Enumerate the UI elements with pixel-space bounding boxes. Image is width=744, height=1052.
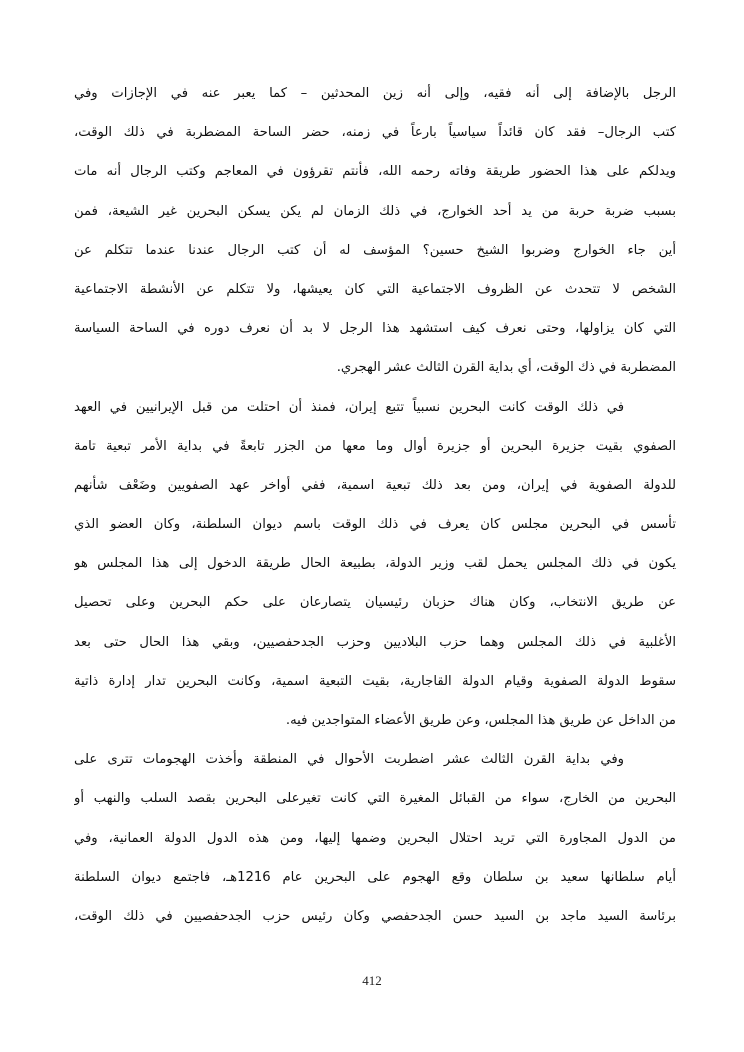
paragraph-start-line: وفي بداية القرن الثالث عشر اضطربت الأحوال في المنطقة وأخذت الهجومات تترى على [74, 752, 624, 768]
page-number: 412 [362, 973, 382, 988]
text-line: الصفوي بقيت جزيرة البحرين أو جزيرة أوال وما معها من الجزر تابعةً في بداية الأمر تبعية تامة [74, 438, 676, 454]
text-line: بسبب ضربة حربة من يد أحد الخوارج، في ذلك الزمان لم يكن يسكن البحرين غير الشيعة، فمن [74, 203, 676, 219]
text-line: ويدلكم على هذا الحضور طريقة وفاته رحمه الله، فأنتم تقرؤون في المعاجم وكتب الرجال أنه مات [74, 164, 676, 180]
paragraph-start-line: في ذلك الوقت كانت البحرين نسبياً تتبع إيران، فمنذ أن احتلت من قبل الإيرانيين في العهد [74, 399, 624, 415]
text-line: سقوط الدولة الصفوية وقيام الدولة القاجارية، بقيت التبعية اسمية، وكانت البحرين تدار إدارة ذاتية [74, 673, 676, 689]
text-line: تأسس في البحرين مجلس كان يعرف في ذلك الوقت باسم ديوان السلطنة، وكان العضو الذي [74, 517, 676, 533]
text-line: أيام سلطانها سعيد بن سلطان وقع الهجوم على البحرين عام 1216هـ، فاجتمع ديوان السلطنة [74, 869, 676, 885]
text-line: التي كان يزاولها، وحتى نعرف كيف استشهد هذا الرجل لا بد أن نعرف دوره في الساحة السياسة [74, 321, 676, 337]
text-line: الأغلبية في ذلك المجلس وهما حزب البلاديين وحزب الجدحفصيين، وبقي هذا الحال حتى بعد [74, 634, 676, 650]
text-line: المضطربة في ذك الوقت، أي بداية القرن الثالث عشر الهجري. [336, 360, 676, 376]
text-line: الشخص لا تتحدث عن الظروف الاجتماعية التي كان يعيشها، ولا تتكلم عن الأنشطة الاجتماعية [74, 281, 676, 297]
text-line: أين جاء الخوارج وضربوا الشيخ حسين؟ المؤسف له أن كتب الرجال عندنا عندما تتكلم عن [74, 242, 676, 258]
text-line: عن طريق الانتخاب، وكان هناك حزبان رئيسيان يتصارعان على حكم البحرين وعلى تحصيل [74, 595, 676, 611]
text-line: البحرين من الخارج، سواء من القبائل المغيرة التي كانت تغيرعلى البحرين بقصد السلب والنهب أو [74, 791, 676, 807]
text-line: يكون في ذلك المجلس يحمل لقب وزير الدولة، بطبيعة الحال طريقة الدخول إلى هذا المجلس هو [74, 556, 676, 572]
text-line: للدولة الصفوية في إيران، ومن بعد ذلك تبعية اسمية، ففي أواخر عهد الصفويين وضَعْف شأنهم [74, 477, 676, 493]
body-text [74, 74, 676, 936]
text-line: كتب الرجال– فقد كان قائداً سياسياً بارعاً في زمنه، حضر الساحة المضطربة في ذلك الوقت، [74, 125, 676, 141]
text-line: برئاسة السيد ماجد بن السيد حسن الجدحفصي وكان رئيس حزب الجدحفصيين في ذلك الوقت، [74, 908, 676, 924]
text-line: من الداخل عن طريق هذا المجلس، وعن طريق الأعضاء المتواجدين فيه. [285, 713, 676, 728]
text-line: الرجل بالإضافة إلى أنه فقيه، وإلى أنه زين المحدثين – كما يعبر عنه في الإجازات وفي [74, 86, 676, 101]
text-line: من الدول المجاورة التي تريد احتلال البحرين وضمها إليها، ومن هذه الدول الدولة العمانية، وفي [74, 830, 676, 846]
